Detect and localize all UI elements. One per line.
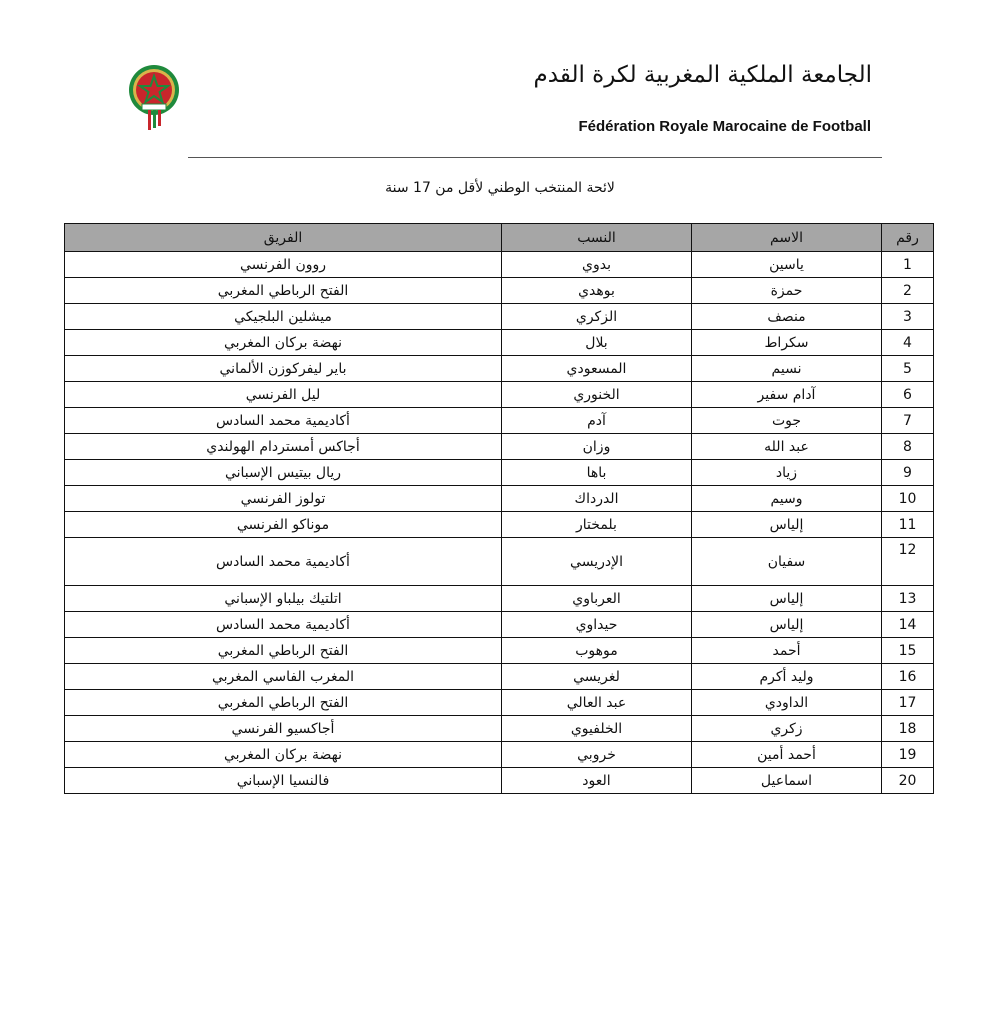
player-club-cell: المغرب الفاسي المغربي [65,664,502,690]
table-row [65,408,934,434]
player-first-name-cell: ياسين [692,252,882,278]
player-club-cell: أكاديمية محمد السادس [65,538,502,586]
player-first-name-cell: نسيم [692,356,882,382]
player-last-name-cell: حيداوي [502,612,692,638]
player-club-cell: أجاكس أمستردام الهولندي [65,434,502,460]
frmf-crest-icon [128,64,180,132]
player-club-cell: نهضة بركان المغربي [65,742,502,768]
player-number-cell: 18 [882,716,934,742]
player-club-cell: ليل الفرنسي [65,382,502,408]
table-row [65,512,934,538]
table-row [65,638,934,664]
player-number-cell: 3 [882,304,934,330]
player-number-cell: 5 [882,356,934,382]
player-last-name-cell: الإدريسي [502,538,692,586]
player-last-name-cell: الزكري [502,304,692,330]
player-last-name-cell: الخنوري [502,382,692,408]
table-row [65,690,934,716]
player-last-name-cell: بلال [502,330,692,356]
player-club-cell: اتلتيك بيلباو الإسباني [65,586,502,612]
player-club-cell: نهضة بركان المغربي [65,330,502,356]
player-club-cell: أكاديمية محمد السادس [65,408,502,434]
player-last-name-cell: الدرداك [502,486,692,512]
header-divider [188,157,882,158]
table-row [65,460,934,486]
player-number-cell: 8 [882,434,934,460]
player-first-name-cell: اسماعيل [692,768,882,794]
table-row [65,304,934,330]
player-last-name-cell: آدم [502,408,692,434]
player-number-cell: 14 [882,612,934,638]
player-first-name-cell: عبد الله [692,434,882,460]
table-row [65,716,934,742]
player-last-name-cell: لغريسي [502,664,692,690]
player-first-name-cell: إلياس [692,512,882,538]
player-number-cell: 12 [882,538,934,586]
player-club-cell: تولوز الفرنسي [65,486,502,512]
player-club-cell: موناكو الفرنسي [65,512,502,538]
player-first-name-cell: حمزة [692,278,882,304]
player-number-cell: 13 [882,586,934,612]
player-first-name-cell: آدام سفير [692,382,882,408]
table-row [65,768,934,794]
player-first-name-cell: سكراط [692,330,882,356]
player-first-name-cell: زكري [692,716,882,742]
table-row [65,664,934,690]
player-first-name-cell: منصف [692,304,882,330]
table-row [65,538,934,586]
squad-table [64,223,934,794]
player-first-name-cell: سفيان [692,538,882,586]
player-number-cell: 11 [882,512,934,538]
player-last-name-cell: خروبي [502,742,692,768]
player-club-cell: ريال بيتيس الإسباني [65,460,502,486]
player-club-cell: روون الفرنسي [65,252,502,278]
player-last-name-cell: العود [502,768,692,794]
player-number-cell: 15 [882,638,934,664]
player-number-cell: 2 [882,278,934,304]
player-number-cell: 9 [882,460,934,486]
player-club-cell: الفتح الرباطي المغربي [65,278,502,304]
player-number-cell: 1 [882,252,934,278]
player-last-name-cell: عبد العالي [502,690,692,716]
table-row [65,252,934,278]
table-row [65,382,934,408]
column-header-club: الفريق [65,224,502,252]
player-club-cell: أجاكسيو الفرنسي [65,716,502,742]
column-header-last-name: النسب [502,224,692,252]
player-club-cell: باير ليفركوزن الألماني [65,356,502,382]
player-first-name-cell: زياد [692,460,882,486]
player-first-name-cell: وليد أكرم [692,664,882,690]
player-last-name-cell: الخلفيوي [502,716,692,742]
player-number-cell: 10 [882,486,934,512]
table-row [65,434,934,460]
table-row [65,330,934,356]
player-first-name-cell: وسيم [692,486,882,512]
table-row [65,486,934,512]
federation-title-arabic: الجامعة الملكية المغربية لكرة القدم [533,62,872,88]
player-first-name-cell: جوت [692,408,882,434]
player-number-cell: 20 [882,768,934,794]
player-club-cell: أكاديمية محمد السادس [65,612,502,638]
player-number-cell: 19 [882,742,934,768]
table-row [65,278,934,304]
player-club-cell: ميشلين البلجيكي [65,304,502,330]
player-last-name-cell: بوهدي [502,278,692,304]
player-last-name-cell: وزان [502,434,692,460]
player-last-name-cell: باها [502,460,692,486]
player-first-name-cell: الداودي [692,690,882,716]
table-row [65,356,934,382]
player-first-name-cell: إلياس [692,586,882,612]
player-last-name-cell: العرباوي [502,586,692,612]
player-number-cell: 6 [882,382,934,408]
player-number-cell: 4 [882,330,934,356]
player-number-cell: 16 [882,664,934,690]
player-first-name-cell: أحمد أمين [692,742,882,768]
player-last-name-cell: بلمختار [502,512,692,538]
document-caption: لائحة المنتخب الوطني لأقل من 17 سنة [385,180,615,196]
player-last-name-cell: المسعودي [502,356,692,382]
player-last-name-cell: بدوي [502,252,692,278]
player-first-name-cell: أحمد [692,638,882,664]
column-header-number: رقم [882,224,934,252]
player-number-cell: 7 [882,408,934,434]
player-number-cell: 17 [882,690,934,716]
federation-title-french: Fédération Royale Marocaine de Football [578,118,871,135]
table-row [65,612,934,638]
player-club-cell: الفتح الرباطي المغربي [65,690,502,716]
player-last-name-cell: موهوب [502,638,692,664]
table-row [65,586,934,612]
column-header-first-name: الاسم [692,224,882,252]
player-first-name-cell: إلياس [692,612,882,638]
player-club-cell: الفتح الرباطي المغربي [65,638,502,664]
player-club-cell: فالنسيا الإسباني [65,768,502,794]
table-row [65,742,934,768]
table-header-row [65,224,934,252]
